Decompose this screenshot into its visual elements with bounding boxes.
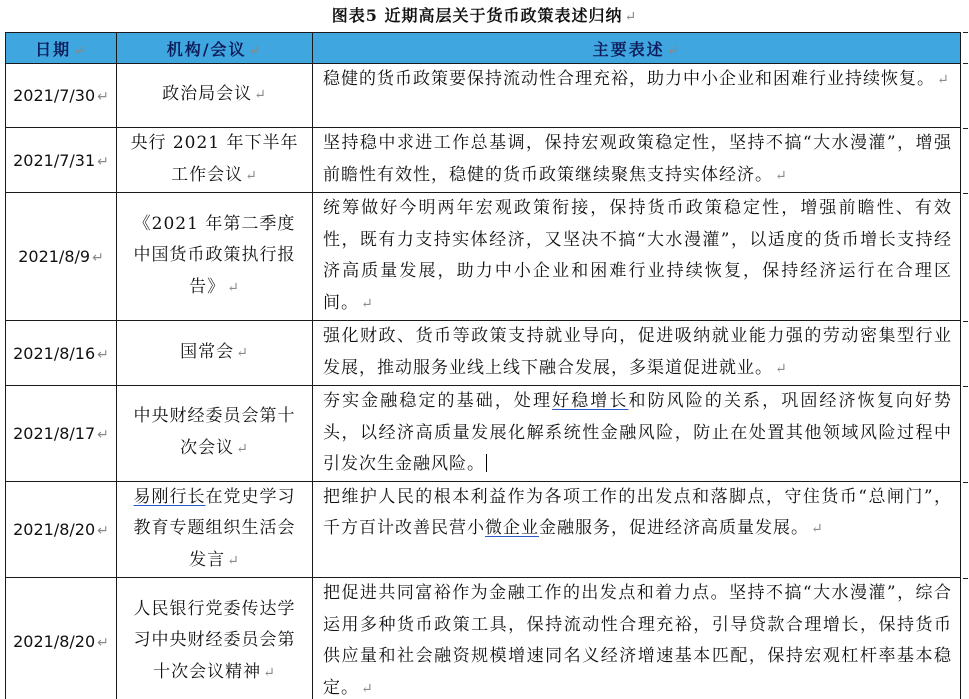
header-row [6,33,961,64]
paragraph-mark-icon: ↵ [937,72,950,88]
row-desc: 稳健的货币政策要保持流动性合理充裕，助力中小企业和困难行业持续恢复。 ↵ [313,64,961,128]
underlined-phrase: 微企业 [485,518,539,538]
policy-table [5,32,961,699]
row-date: 2021/8/20 ↵ [6,578,117,699]
paragraph-mark-icon: ↵ [811,521,824,537]
paragraph-mark-icon: ↵ [97,153,109,170]
paragraph-mark-icon: ↵ [254,87,267,104]
table-row [6,481,961,578]
header-org: 机构/会议 ↵ [117,33,313,64]
paragraph-mark-icon: ↵ [236,344,249,361]
row-date: 2021/8/9 ↵ [6,193,117,321]
row-date: 2021/7/30 ↵ [6,64,117,128]
row-org: 政治局会议 ↵ [117,64,313,128]
underlined-name: 易刚行长 [133,486,206,507]
row-org: 易刚行长在党史学习教育专题组织生活会发言 ↵ [117,481,313,578]
row-date: 2021/8/16 ↵ [6,321,117,386]
row-desc: 把促进共同富裕作为金融工作的出发点和着力点。坚持不搞“大水漫灌”，综合运用多种货币政策工具，保持流动性合理充裕，引导贷款合理增长，保持货币供应量和社会融资规模增速同名义经济增速基本匹配，保持宏观杠杆率基本稳定。 ↵ [313,578,961,699]
table-edge-marks [963,32,969,699]
text-cursor [486,454,487,472]
row-desc: 坚持稳中求进工作总基调，保持宏观政策稳定性，坚持不搞“大水漫灌”，增强前瞻性有效性，稳健的货币政策继续聚焦支持实体经济。 ↵ [313,128,961,193]
paragraph-mark-icon: ↵ [245,167,258,184]
row-desc: 夯实金融稳定的基础，处理好稳增长和防风险的关系，巩固经济恢复向好势头，以经济高质量发展化解系统性金融风险，防止在处置其他领域风险过程中引发次生金融风险。 [313,386,961,482]
paragraph-mark-icon: ↵ [227,552,240,569]
paragraph-mark-icon: ↵ [624,9,638,25]
row-desc: 统筹做好今明两年宏观政策衔接，保持货币政策稳定性，增强前瞻性、有效性，既有力支持实体经济，又坚决不搞“大水漫灌”，以适度的货币增长支持经济高质量发展，助力中小企业和困难行业持续恢复，保持经济运行在合理区间。 ↵ [313,193,961,321]
header-date: 日期 ↵ [6,33,117,64]
paragraph-mark-icon: ↵ [97,346,109,363]
row-org: 央行 2021 年下半年工作会议 ↵ [117,128,313,193]
paragraph-mark-icon: ↵ [97,635,109,651]
table-row [6,386,961,482]
table-row [6,321,961,386]
paragraph-mark-icon: ↵ [236,440,249,457]
paragraph-mark-icon: ↵ [97,89,109,105]
row-org: 人民银行党委传达学习中央财经委员会第十次会议精神 ↵ [117,578,313,699]
table-row [6,128,961,193]
paragraph-mark-icon: ↵ [97,426,109,443]
row-date: 2021/8/17 ↵ [6,386,117,482]
row-date: 2021/7/31 ↵ [6,128,117,193]
underlined-phrase: 好稳增长 [552,391,629,411]
paragraph-mark-icon: ↵ [97,522,109,539]
row-desc: 把维护人民的根本利益作为各项工作的出发点和落脚点，守住货币“总闸门”，千方百计改善民营小微企业金融服务，促进经济高质量发展。 ↵ [313,481,961,578]
paragraph-mark-icon: ↵ [248,42,263,59]
row-org: 国常会 ↵ [117,321,313,386]
paragraph-mark-icon: ↵ [227,279,240,296]
paragraph-mark-icon: ↵ [775,360,788,377]
paragraph-mark-icon: ↵ [361,680,374,697]
table-row [6,193,961,321]
table-row [6,578,961,699]
paragraph-mark-icon: ↵ [361,295,374,312]
row-desc: 强化财政、货币等政策支持就业导向，促进吸纳就业能力强的劳动密集型行业发展，推动服务业线上线下融合发展，多渠道促进就业。 ↵ [313,321,961,386]
figure-title: 图表5 近期高层关于货币政策表述归纳 ↵ [331,6,638,25]
paragraph-mark-icon: ↵ [263,664,276,681]
table-row [6,64,961,128]
row-date: 2021/8/20 ↵ [6,481,117,578]
paragraph-mark-icon: ↵ [666,42,681,59]
paragraph-mark-icon: ↵ [73,42,87,59]
paragraph-mark-icon: ↵ [92,250,104,266]
row-org: 中央财经委员会第十次会议 ↵ [117,386,313,482]
paragraph-mark-icon: ↵ [775,167,788,184]
row-org: 《2021 年第二季度中国货币政策执行报告》 ↵ [117,193,313,321]
header-desc: 主要表述 ↵ [313,33,961,64]
